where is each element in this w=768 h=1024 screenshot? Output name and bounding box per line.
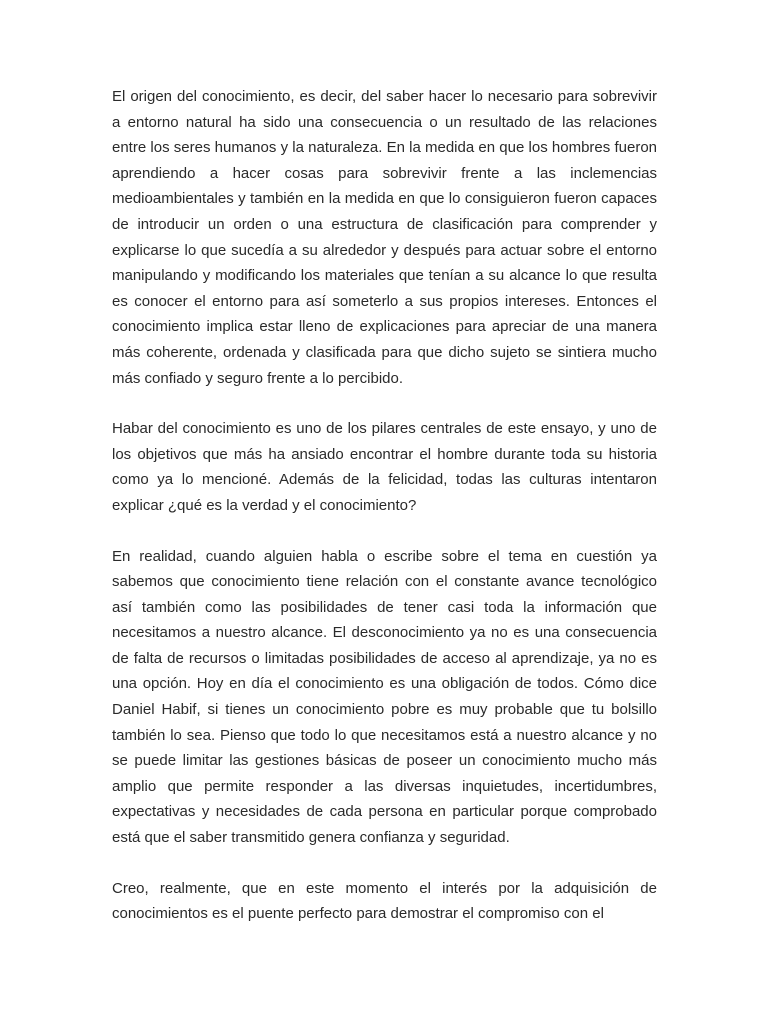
document-body [112, 84, 657, 927]
paragraph-3: En realidad, cuando alguien habla o escribe sobre el tema en cuestión ya sabemos que conocimiento tiene relación con el constante avance tecnológico así también como las posibilidades de tener casi toda la información que necesitamos a nuestro alcance. El desconocimiento ya no es una consecuencia de falta de recursos o limitadas posibilidades de acceso al aprendizaje, ya no es una opción. Hoy en día el conocimiento es una obligación de todos. Cómo dice Daniel Habif, si tienes un conocimiento pobre es muy probable que tu bolsillo también lo sea. Pienso que todo lo que necesitamos está a nuestro alcance y no se puede limitar las gestiones básicas de poseer un conocimiento mucho más amplio que permite responder a las diversas inquietudes, incertidumbres, expectativas y necesidades de cada persona en particular porque comprobado está que el saber transmitido genera confianza y seguridad. [112, 547, 657, 847]
paragraph-1: El origen del conocimiento, es decir, del saber hacer lo necesario para sobrevivir a entorno natural ha sido una consecuencia o un resultado de las relaciones entre los seres humanos y la naturaleza. En la medida en que los hombres fueron aprendiendo a hacer cosas para sobrevivir frente a las inclemencias medioambientales y también en la medida en que lo consiguieron fueron capaces de introducir un orden o una estructura de clasificación para comprender y explicarse lo que sucedía a su alrededor y después para actuar sobre el entorno manipulando y modificando los materiales que tenían a su alcance lo que resulta es conocer el entorno para así someterlo a sus propios intereses. Entonces el conocimiento implica estar lleno de explicaciones para apreciar de una manera más coherente, ordenada y clasificada para que dicho sujeto se sintiera mucho más confiado y seguro frente a lo percibido. [112, 88, 657, 387]
paragraph-4: Creo, realmente, que en este momento el interés por la adquisición de conocimientos es el puente perfecto para demostrar el compromiso con el [112, 879, 657, 923]
paragraph-2: Habar del conocimiento es uno de los pilares centrales de este ensayo, y uno de los objetivos que más ha ansiado encontrar el hombre durante toda su historia como ya lo mencioné. Además de la felicidad, todas las culturas intentaron explicar ¿qué es la verdad y el conocimiento? [112, 420, 657, 514]
